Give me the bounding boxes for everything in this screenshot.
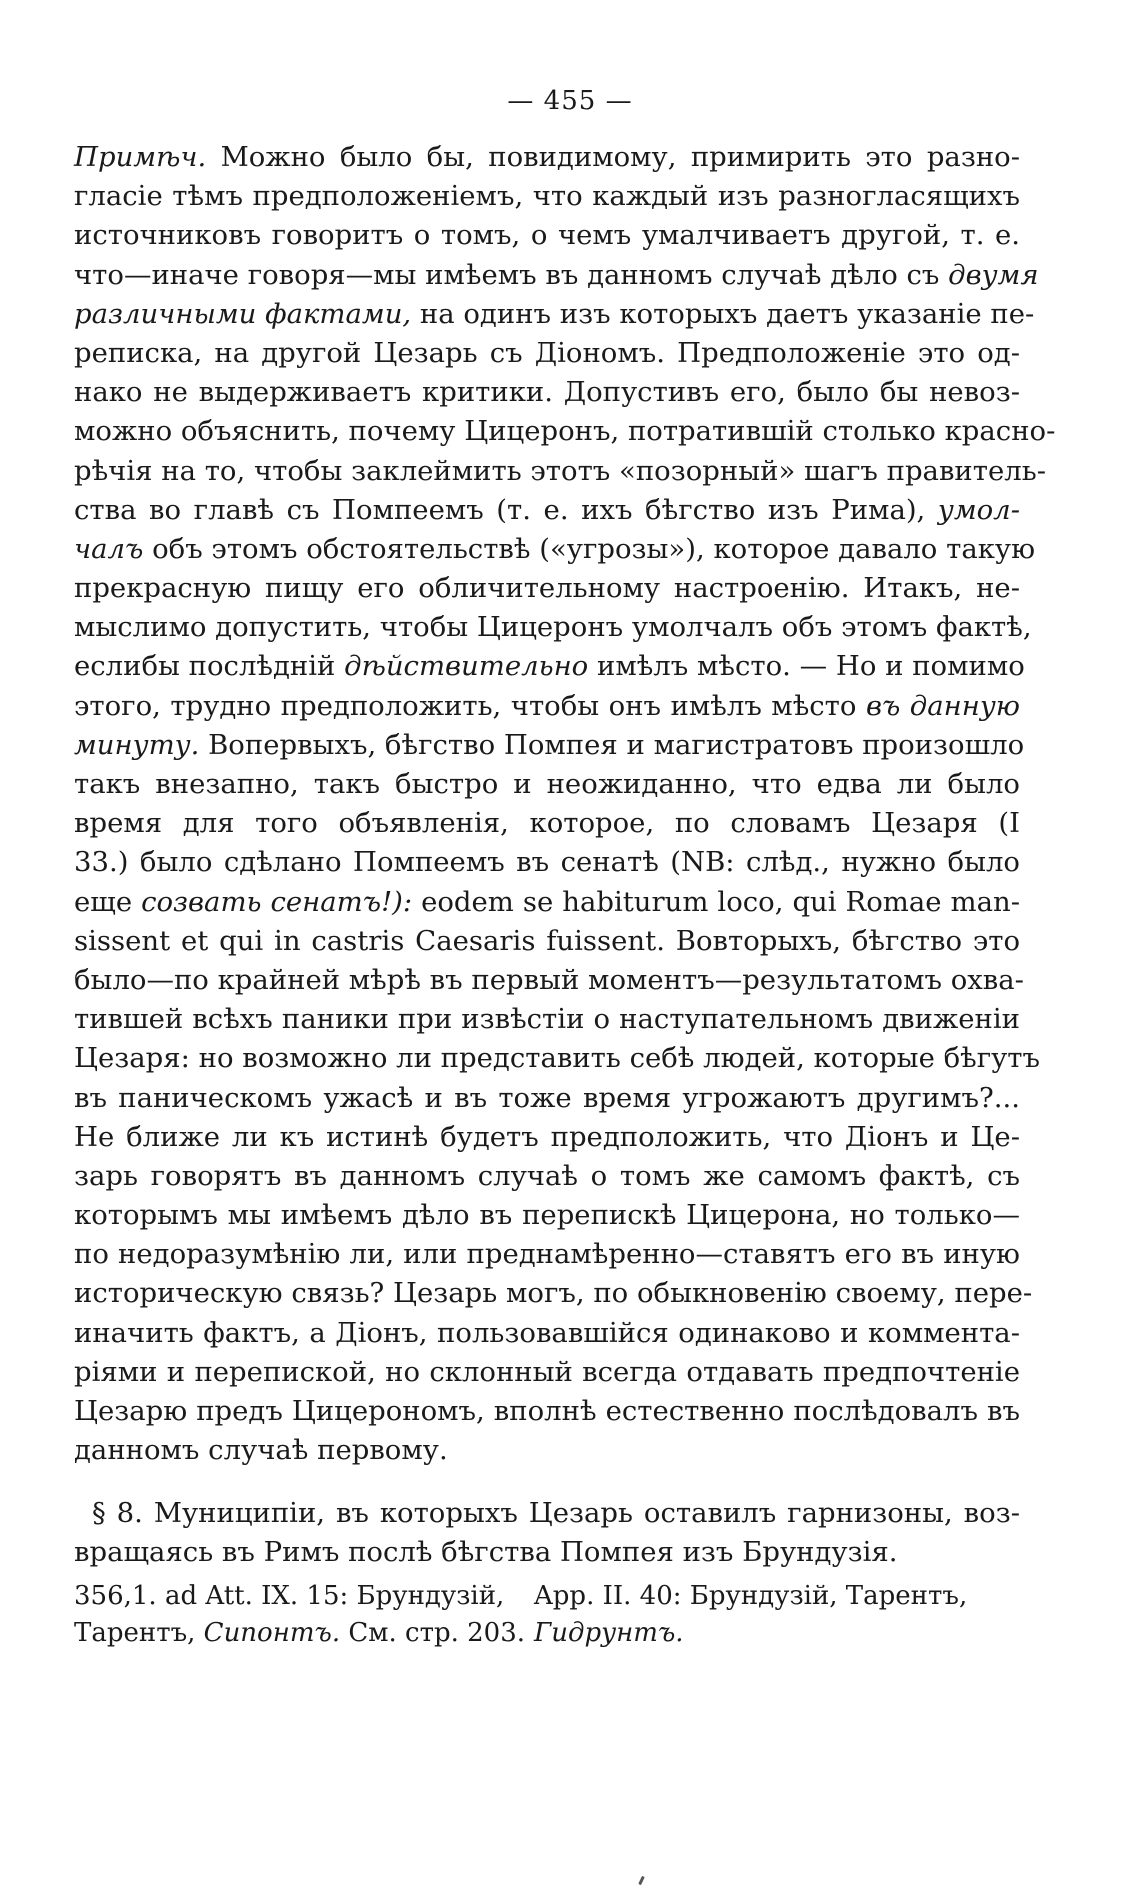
text-line	[74, 1533, 1020, 1572]
text-run: § 8. Муниципіи, въ которыхъ Цезарь оставилъ гарнизоны, воз-	[92, 1497, 1020, 1529]
text-run: Вопервыхъ, бѣгство Помпея и магистратовъ произошло	[199, 728, 1025, 761]
text-line	[74, 922, 1020, 961]
text-run: можно объяснить, почему Цицеронъ, потратившій столько красно-	[74, 415, 1056, 448]
scan-speck	[638, 1876, 645, 1885]
footnote-row	[74, 1615, 1020, 1652]
text-run: на одинъ изъ которыхъ даетъ указаніе пе-	[411, 297, 1035, 330]
text-line	[74, 1157, 1020, 1196]
footnote-row	[74, 1578, 1020, 1615]
text-run: время для того объявленія, которое, по словамъ Цезаря (I	[74, 807, 1020, 840]
text-run: рѣчія на то, чтобы заклеймить этотъ «позорный» шагъ правитель-	[74, 454, 1046, 487]
text-line	[74, 1235, 1020, 1274]
italic-text: въ данную	[865, 689, 1020, 722]
text-run: что—иначе говоря—мы имѣемъ въ данномъ случаѣ дѣло съ	[74, 258, 949, 291]
text-line	[74, 608, 1032, 647]
text-line	[74, 1353, 1020, 1392]
text-line	[74, 1039, 1041, 1078]
text-run: мыслимо допустить, чтобы Цицеронъ умолчалъ объ этомъ фактѣ,	[74, 611, 1032, 644]
text-line	[74, 1000, 1020, 1039]
text-run: еще	[74, 885, 142, 918]
note-paragraph	[74, 138, 1056, 1470]
footnote	[74, 1578, 1020, 1652]
italic-text: созвать сенатъ!):	[141, 885, 413, 918]
italic-text: умол-	[937, 493, 1020, 526]
text-line	[74, 1196, 1020, 1235]
text-run: Цезарю предъ Цицерономъ, вполнѣ естественно послѣдовалъ въ	[74, 1395, 1020, 1427]
text-run: ріями и перепиской, но склонный всегда отдавать предпочтеніе	[74, 1355, 1020, 1388]
text-run: нако не выдерживаетъ критики. Допустивъ его, было бы невоз-	[74, 376, 1020, 409]
text-run: Не ближе ли къ истинѣ будетъ предположить, что Діонъ и Це-	[74, 1120, 1020, 1153]
text-line	[74, 647, 1025, 686]
italic-text: различными фактами,	[74, 297, 412, 330]
text-line	[74, 1494, 1020, 1533]
text-run: было—по крайней мѣрѣ въ первый моментъ—результатомъ охва-	[74, 963, 1024, 996]
italic-text: двумя	[948, 258, 1039, 291]
text-run: eodem se habiturum loco, qui Romae man-	[412, 885, 1020, 918]
text-run: источниковъ говоритъ о томъ, о чемъ умалчиваетъ другой, т. е.	[74, 219, 1020, 252]
text-run: гласіе тѣмъ предположеніемъ, что каждый изъ разногласящихъ	[74, 180, 1020, 213]
italic-text: минуту.	[74, 728, 200, 761]
text-line	[74, 177, 1020, 216]
text-line	[74, 883, 1020, 922]
text-run: данномъ случаѣ первому.	[74, 1434, 448, 1467]
text-line	[74, 687, 1020, 726]
text-line	[74, 491, 1020, 530]
text-run: которымъ мы имѣемъ дѣло въ перепискѣ Цицерона, но только—	[74, 1199, 1020, 1232]
text-run: ства во главѣ съ Помпеемъ (т. е. ихъ бѣгство изъ Рима),	[74, 493, 938, 526]
text-run: прекрасную пищу его обличительному настроенію. Итакъ, не-	[74, 572, 1020, 605]
text-run: еслибы послѣдній	[74, 650, 345, 683]
text-run: App. II. 40: Брундузій, Тарентъ,	[534, 1581, 968, 1611]
text-run: въ паническомъ ужасѣ и въ тоже время угрожаютъ другимъ?...	[74, 1081, 1020, 1114]
text-run: Тарентъ,	[74, 1618, 204, 1648]
section-heading	[74, 1494, 1020, 1572]
italic-text: дѣйствительно	[344, 650, 589, 683]
footnote-right-line	[534, 1615, 1020, 1652]
text-line	[74, 1274, 1033, 1313]
text-line	[74, 726, 1025, 765]
page-number: — 455 —	[507, 86, 633, 116]
footnote-left-line	[74, 1615, 534, 1652]
text-run: тившей всѣхъ паники при извѣстіи о наступательномъ движеніи	[74, 1003, 1020, 1036]
text-run: См. стр. 203.	[340, 1618, 526, 1648]
text-line	[74, 1431, 1020, 1470]
text-line	[74, 452, 1046, 491]
italic-text: Примѣч.	[74, 141, 207, 173]
text-run: Можно было бы, повидимому, примирить это разно-	[206, 141, 1020, 173]
text-line	[74, 961, 1024, 1000]
text-line	[74, 256, 1039, 295]
text-run: 356,1. ad Att. IX. 15: Брундузій,	[74, 1581, 505, 1611]
text-run: объ этомъ обстоятельствѣ («угрозы»), которое давало такую	[143, 532, 1036, 565]
text-run: sissent et qui in castris Caesaris fuissent. Вовторыхъ, бѣгство это	[74, 924, 1020, 957]
text-run: иначить фактъ, а Діонъ, пользовавшійся одинаково и коммента-	[74, 1316, 1020, 1349]
text-run: зарь говорятъ въ данномъ случаѣ о томъ же самомъ фактѣ, съ	[74, 1159, 1020, 1192]
text-line	[74, 1118, 1020, 1157]
text-run: имѣлъ мѣсто. — Но и помимо	[588, 650, 1025, 683]
text-run: реписка, на другой Цезарь съ Діономъ. Предположеніе это од-	[74, 336, 1020, 369]
footnote-left-line	[74, 1578, 534, 1615]
text-line	[74, 1314, 1020, 1353]
text-line	[74, 412, 1056, 451]
text-line	[74, 1392, 1020, 1431]
text-line	[74, 765, 1020, 804]
text-line	[74, 216, 1020, 255]
italic-text: Гидрунтъ.	[534, 1618, 684, 1648]
italic-text: Сипонтъ.	[203, 1618, 341, 1648]
text-run: 33.) было сдѣлано Помпеемъ въ сенатѣ (NB: слѣд., нужно было	[74, 846, 1020, 879]
text-line	[74, 373, 1020, 412]
text-run: этого, трудно предположить, чтобы онъ имѣлъ мѣсто	[74, 689, 866, 722]
text-run: Цезаря: но возможно ли представить себѣ людей, которые бѣгутъ	[74, 1042, 1041, 1075]
text-run: такъ внезапно, такъ быстро и неожиданно, что едва ли было	[74, 768, 1020, 800]
text-line	[74, 843, 1020, 882]
text-run: по недоразумѣнію ли, или преднамѣренно—ставятъ его въ иную	[74, 1238, 1020, 1271]
text-run: историческую связь? Цезарь могъ, по обыкновенію своему, пере-	[74, 1277, 1033, 1310]
text-run: вращаясь въ Римъ послѣ бѣгства Помпея изъ Брундузія.	[74, 1536, 898, 1569]
text-line	[74, 530, 1036, 569]
text-line	[74, 804, 1020, 843]
text-line	[74, 295, 1035, 334]
text-line	[74, 1079, 1020, 1118]
text-line	[74, 334, 1020, 373]
italic-text: чалъ	[74, 532, 144, 565]
text-line	[74, 138, 1020, 177]
footnote-right-line	[534, 1578, 1020, 1615]
text-line	[74, 569, 1020, 608]
